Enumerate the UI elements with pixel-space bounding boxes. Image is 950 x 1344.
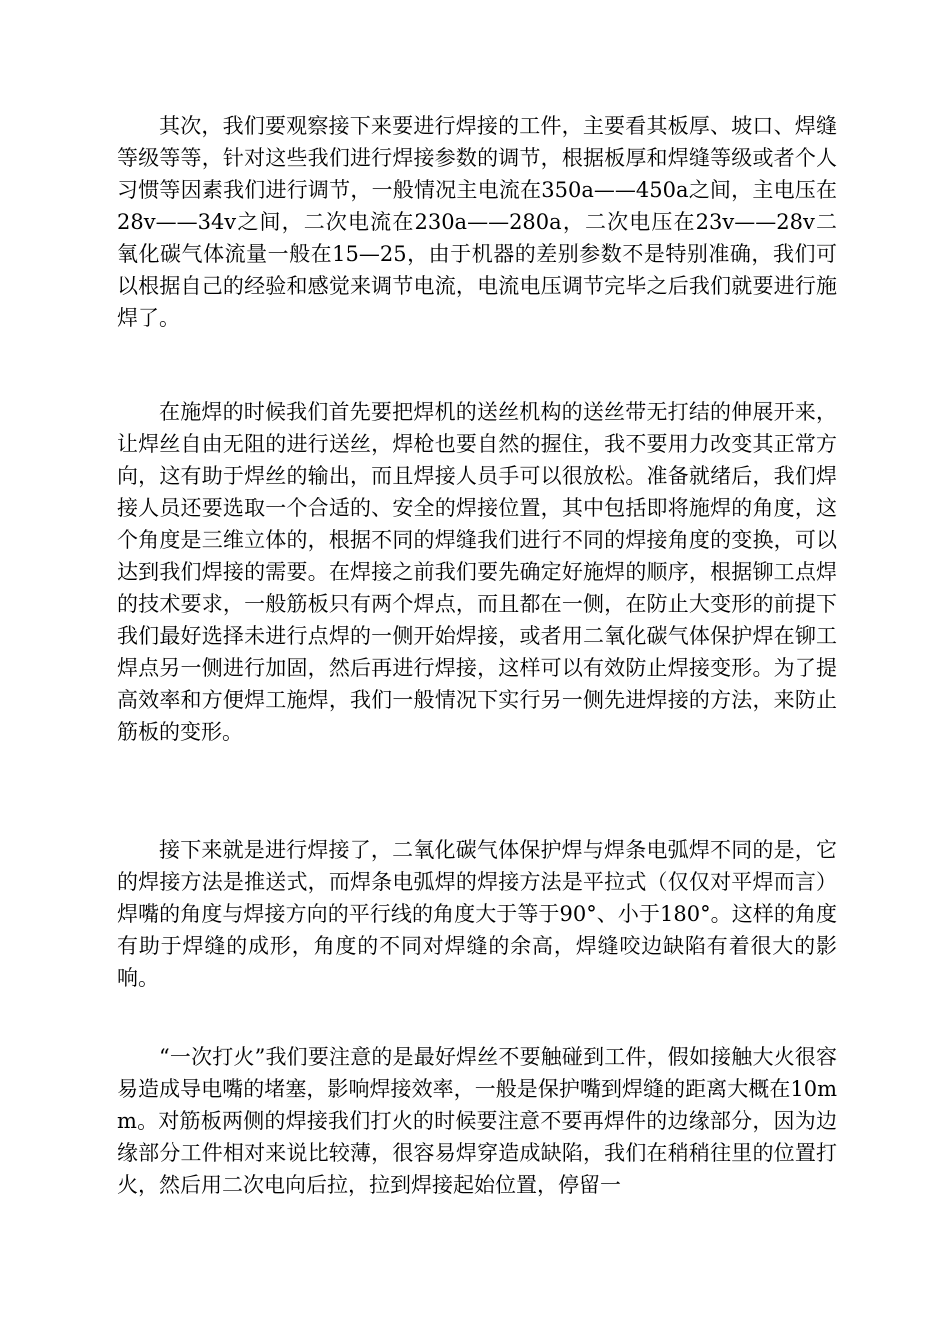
paragraph-arc-striking: “一次打火”我们要注意的是最好焊丝不要触碰到工件，假如接触大火很容易造成导电嘴的堵塞，影响焊接效率，一般是保护嘴到焊缝的距离大概在10mm。对筋板两侧的焊接我们打火的时候要注意不要再焊件的边缘部分，因为边缘部分工件相对来说比较薄，很容易焊穿造成缺陷，我们在稍稍往里的位置打火，然后用二次电向后拉，拉到焊接起始位置，停留一 [117,1045,837,1197]
paragraph-welding-preparation: 在施焊的时候我们首先要把焊机的送丝机构的送丝带无打结的伸展开来，让焊丝自由无阻的进行送丝，焊枪也要自然的握住，我不要用力改变其正常方向，这有助于焊丝的输出，而且焊接人员手可以很放松。准备就绪后，我们焊接人员还要选取一个合适的、安全的焊接位置，其中包括即将施焊的角度，这个角度是三维立体的，根据不同的焊缝我们进行不同的焊接角度的变换，可以达到我们焊接的需要。在焊接之前我们要先确定好施焊的顺序，根据铆工点焊的技术要求，一般筋板只有两个焊点，而且都在一侧，在防止大变形的前提下我们最好选择未进行点焊的一侧开始焊接，或者用二氧化碳气体保护焊在铆工焊点另一侧进行加固，然后再进行焊接，这样可以有效防止焊接变形。为了提高效率和方便焊工施焊，我们一般情况下实行另一侧先进焊接的方法，来防止筋板的变形。 [117,400,837,744]
paragraph-welding-parameters: 其次，我们要观察接下来要进行焊接的工件，主要看其板厚、坡口、焊缝等级等等，针对这些我们进行焊接参数的调节，根据板厚和焊缝等级或者个人习惯等因素我们进行调节，一般情况主电流在350a——450a之间，主电压在28v——34v之间，二次电流在230a——280a，二次电压在23v——28v二氧化碳气体流量一般在15—25，由于机器的差别参数不是特别准确，我们可以根据自己的经验和感觉来调节电流，电流电压调节完毕之后我们就要进行施焊了。 [117,114,837,330]
paragraph-welding-method: 接下来就是进行焊接了，二氧化碳气体保护焊与焊条电弧焊不同的是，它的焊接方法是推送式，而焊条电弧焊的焊接方法是平拉式（仅仅对平焊而言）焊嘴的角度与焊接方向的平行线的角度大于等于90°、小于180°。这样的角度有助于焊缝的成形，角度的不同对焊缝的余高，焊缝咬边缺陷有着很大的影响。 [117,838,837,990]
